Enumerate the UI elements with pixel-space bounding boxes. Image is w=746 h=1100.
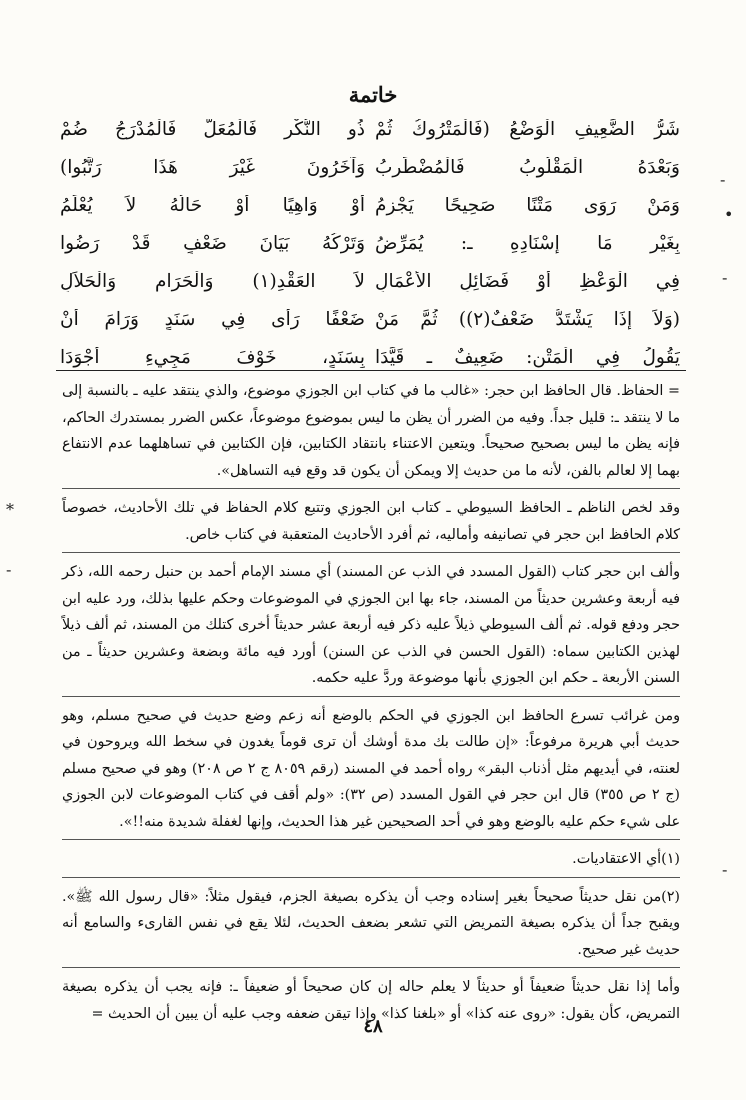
verse-second-hemistich: وَآخَرُونَ غَيْرَ هَذَا رَتَّبُوا) <box>60 156 365 178</box>
footnote-2-continued: وأما إذا نقل حديثاً ضعيفاً أو حديثاً لا يعلم حاله إن كان صحيحاً أو ضعيفاً ـ: فإنه يجب أن يذكره بصيغة التمريض، كأن يقول: «روى عنه كذا» أو «بلغنا كذا» وإذا تيقن ضعفه وجب عليه أن يبين أن الحديث = <box>62 979 680 1022</box>
verse-first-hemistich: (وَلاَ إِذَا يَشْتَدُّ ضَعْفٌ(٢)) ثُمَّ مَنْ <box>375 308 680 330</box>
margin-mark: • <box>724 205 734 224</box>
margin-mark: * <box>6 500 14 519</box>
verse <box>60 224 680 262</box>
verse <box>60 262 680 300</box>
footnote-2: (٢)من نقل حديثاً صحيحاً بغير إسناده وجب أن يذكره بصيغة الجزم، فيقول مثلاً: «قال رسول الله ﷺ». ويقبح جداً أن يذكره بصيغة التمريض التي تشعر بضعف الحديث، لئلا يقع في نفس القارىء والسامع أنه حديث غير صحيح. <box>62 888 680 958</box>
verse-first-hemistich: يَقُولُ فِي الْمَتْنِ: ضَعِيفٌ ـ قَيَّدَا <box>375 346 680 368</box>
verse-second-hemistich: ذُو النُّكْرِ فَالْمُعَلُّ فَالْمُدْرَجُ ضُمْ <box>60 118 365 140</box>
verse-first-hemistich: شَرُّ الضَّعِيفِ الْوَضْعُ (فَالْمَتْرُوكُ ثُمْ <box>375 118 680 140</box>
verse-second-hemistich: وَتَرْكُهُ بَيَانَ ضَعْفٍ قَدْ رَضُوا <box>60 232 365 254</box>
margin-mark: - <box>720 170 726 189</box>
verse-first-hemistich: فِي الْوَعْظِ أَوْ فَضَائِلِ الأَعْمَالِ <box>375 270 680 292</box>
paragraph-divider <box>62 488 680 489</box>
verse-first-hemistich: وَمَنْ رَوَى مَتْنًا صَحِيحًا يَجْزِمُ <box>375 194 680 216</box>
verse-second-hemistich: أَوْ وَاهِيًا أَوْ حَالُهُ لاَ يُعْلَمُ <box>60 194 365 216</box>
page-number: ٤٨ <box>363 1016 383 1037</box>
verse <box>60 110 680 148</box>
verse-first-hemistich: بِغَيْرِ مَا إِسْنَادِهِ ـ: يُمَرِّضُ <box>375 232 680 254</box>
verse-second-hemistich: ضَعْفًا رَأَى فِي سَنَدٍ وَرَامَ أَنْ <box>60 308 365 330</box>
verse <box>60 186 680 224</box>
paragraph-divider <box>62 877 680 878</box>
verse <box>60 300 680 338</box>
paragraph-divider <box>62 696 680 697</box>
verse-second-hemistich: بِسَنَدٍ، خَوْفَ مَجِيءِ أَجْوَدَا <box>60 346 365 368</box>
footnote-paragraph: وألف ابن حجر كتاب (القول المسدد في الذب عن المسند) أي مسند الإمام أحمد بن حنبل رحمه الله، ذكر فيه أربعة وعشرين حديثاً من المسند، جاء بها ابن الجوزي في الموضوعات وحكم عليها بذلك، ورد عليه ابن حجر ودفع قوله. ثم ألف السيوطي ذيلاً عليه ذكر فيه أربعة عشر حديثاً أخرى كتلك من المسند، ثم ألف ذيلاً لهذين الكتابين سماه: (القول الحسن في الذب عن السنن) أورد فيه مائة وبضعة وعشرين حديثاً ـ من السنن الأربعة ـ حكم ابن الجوزي بأنها موضوعة وردَّ عليه حكمه. <box>62 564 680 686</box>
footnote-continuation: = الحفاظ. قال الحافظ ابن حجر: «غالب ما في كتاب ابن الجوزي موضوع، والذي ينتقد عليه ـ بالنسبة إلى ما لا ينتقد ـ: قليل جداً. وفيه من الضرر أن يظن ما ليس بموضوع موضوعاً، عكس الضرر بمستدرك الحاكم، فإنه يظن ما ليس بصحيح صحيحاً. ويتعين الاعتناء بانتقاد الكتابين، فإن الكتابين في تساهلهما عدم الانتفاع بهما إلا لعالم بالفن، لأنه ما من حديث إلا ويمكن أن يكون قد وقع فيه التساهل». <box>62 383 680 479</box>
margin-mark: - <box>6 560 12 579</box>
footnote-paragraph: وقد لخص الناظم ـ الحافظ السيوطي ـ كتاب ابن الجوزي وتتبع كلام الحفاظ في تلك الأحاديث، خصوصاً كلام الحافظ ابن حجر في تصانيفه وأماليه، ثم أفرد الأحاديث المتعقبة في كتاب خاص. <box>62 500 680 543</box>
paragraph-divider <box>62 967 680 968</box>
footnote-divider <box>56 370 686 371</box>
margin-mark: - <box>722 268 728 287</box>
footnote-1: (١)أي الاعتقاديات. <box>572 851 680 867</box>
margin-mark: - <box>722 860 728 879</box>
verse <box>60 148 680 186</box>
footnote-paragraph: ومن غرائب تسرع الحافظ ابن الجوزي في الحكم بالوضع أنه زعم وضع حديث في صحيح مسلم، وهو حديث أبي هريرة مرفوعاً: «إن طالت بك مدة أوشك أن ترى قوماً يغدون في سخط الله ويروحون في لعنته، في أيديهم مثل أذناب البقر» رواه أحمد في المسند (رقم ٨٠٥٩ ج ٢ ص ٢٠٨) وهو في صحيح مسلم (ج ٢ ص ٣٥٥) قال ابن حجر في القول المسدد (ص ٣٢): «ولم أقف في كتاب الموضوعات لابن الجوزي على شيء حكم عليه بالوضع وهو في أحد الصحيحين غير هذا الحديث، وإنها لغفلة شديدة منه!!». <box>62 707 681 830</box>
verse-first-hemistich: وَبَعْدَهُ الْمَقْلُوبُ فَالْمُضْطَرِبُ <box>375 156 680 178</box>
verse-second-hemistich: لاَ العَقْدِ(١) وَالْحَرَامِ وَالْحَلاَلِ <box>60 270 365 292</box>
poem <box>60 110 680 376</box>
paragraph-divider <box>62 552 680 553</box>
paragraph-divider <box>62 839 680 840</box>
footnotes <box>62 378 680 1030</box>
section-title: خاتمة <box>348 82 398 107</box>
